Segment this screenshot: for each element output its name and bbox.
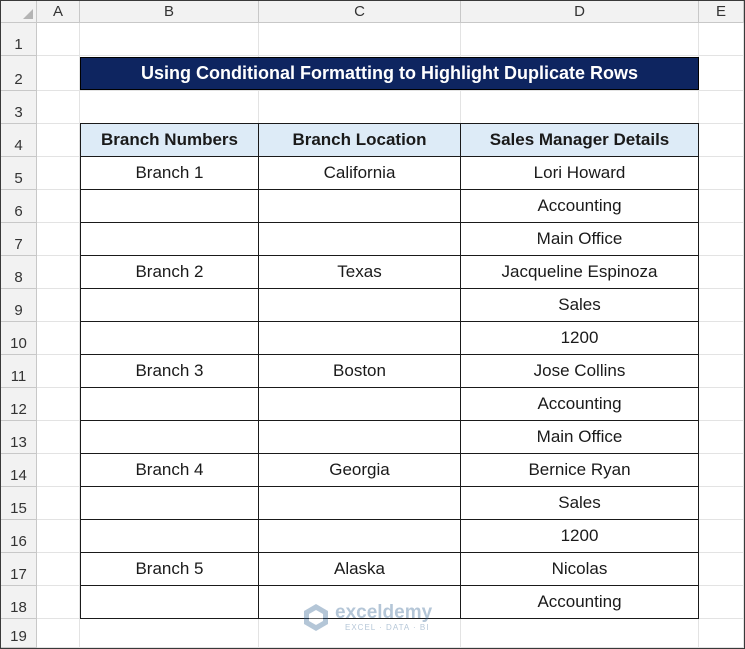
cell-e19[interactable]: [699, 619, 744, 648]
column-header-a[interactable]: A: [37, 1, 80, 23]
table-cell[interactable]: [80, 421, 259, 454]
table-cell[interactable]: [80, 190, 259, 223]
cell-c1[interactable]: [259, 23, 461, 56]
cell-a16[interactable]: [37, 520, 80, 553]
cell-a3[interactable]: [37, 91, 80, 124]
table-cell[interactable]: [259, 223, 461, 256]
select-all-corner[interactable]: [1, 1, 37, 23]
row-header-1[interactable]: 1: [1, 23, 37, 56]
table-cell[interactable]: Sales: [461, 289, 699, 322]
cell-a5[interactable]: [37, 157, 80, 190]
row-header-17[interactable]: 17: [1, 553, 37, 586]
cell-e3[interactable]: [699, 91, 744, 124]
cell-e15[interactable]: [699, 487, 744, 520]
row-header-7[interactable]: 7: [1, 223, 37, 256]
cell-e1[interactable]: [699, 23, 744, 56]
cell-d19[interactable]: [461, 619, 699, 648]
table-cell[interactable]: Main Office: [461, 421, 699, 454]
column-header-c[interactable]: C: [259, 1, 461, 23]
cell-e7[interactable]: [699, 223, 744, 256]
row-header-5[interactable]: 5: [1, 157, 37, 190]
cell-a6[interactable]: [37, 190, 80, 223]
table-cell[interactable]: Jacqueline Espinoza: [461, 256, 699, 289]
table-cell[interactable]: [259, 289, 461, 322]
cell-d1[interactable]: [461, 23, 699, 56]
row-header-11[interactable]: 11: [1, 355, 37, 388]
cell-e11[interactable]: [699, 355, 744, 388]
cell-c19[interactable]: [259, 619, 461, 648]
cell-a11[interactable]: [37, 355, 80, 388]
table-cell[interactable]: 1200: [461, 322, 699, 355]
cell-e13[interactable]: [699, 421, 744, 454]
row-header-6[interactable]: 6: [1, 190, 37, 223]
table-cell[interactable]: [80, 322, 259, 355]
row-header-8[interactable]: 8: [1, 256, 37, 289]
cell-a8[interactable]: [37, 256, 80, 289]
watermark-name: exceldemy: [335, 602, 433, 623]
row-header-19[interactable]: 19: [1, 619, 37, 648]
cell-a13[interactable]: [37, 421, 80, 454]
cell-a12[interactable]: [37, 388, 80, 421]
cell-a7[interactable]: [37, 223, 80, 256]
table-cell[interactable]: [259, 190, 461, 223]
table-cell[interactable]: Branch 4: [80, 454, 259, 487]
table-cell[interactable]: Nicolas: [461, 553, 699, 586]
cell-b19[interactable]: [80, 619, 259, 648]
table-cell[interactable]: Branch 5: [80, 553, 259, 586]
table-cell[interactable]: Sales: [461, 487, 699, 520]
cell-c3[interactable]: [259, 91, 461, 124]
cell-e8[interactable]: [699, 256, 744, 289]
column-header-e[interactable]: E: [699, 1, 744, 23]
table-cell[interactable]: [80, 520, 259, 553]
row-header-9[interactable]: 9: [1, 289, 37, 322]
cell-a18[interactable]: [37, 586, 80, 619]
table-cell[interactable]: Bernice Ryan: [461, 454, 699, 487]
cell-b1[interactable]: [80, 23, 259, 56]
cell-a14[interactable]: [37, 454, 80, 487]
table-cell[interactable]: Branch 2: [80, 256, 259, 289]
row-header-2[interactable]: 2: [1, 56, 37, 91]
cell-e10[interactable]: [699, 322, 744, 355]
cell-e9[interactable]: [699, 289, 744, 322]
cell-e12[interactable]: [699, 388, 744, 421]
cell-e6[interactable]: [699, 190, 744, 223]
table-cell[interactable]: [80, 586, 259, 619]
cell-a17[interactable]: [37, 553, 80, 586]
table-header-cell[interactable]: Branch Numbers: [80, 123, 259, 157]
row-header-14[interactable]: 14: [1, 454, 37, 487]
table-cell[interactable]: [80, 289, 259, 322]
row-header-12[interactable]: 12: [1, 388, 37, 421]
table-cell[interactable]: 1200: [461, 520, 699, 553]
cell-e5[interactable]: [699, 157, 744, 190]
cell-d3[interactable]: [461, 91, 699, 124]
column-header-b[interactable]: B: [80, 1, 259, 23]
cell-e14[interactable]: [699, 454, 744, 487]
table-cell[interactable]: Lori Howard: [461, 157, 699, 190]
table-cell[interactable]: [80, 487, 259, 520]
table-cell[interactable]: [259, 520, 461, 553]
cell-a1[interactable]: [37, 23, 80, 56]
cell-a15[interactable]: [37, 487, 80, 520]
table-cell[interactable]: Jose Collins: [461, 355, 699, 388]
cell-a2[interactable]: [37, 56, 80, 91]
row-header-3[interactable]: 3: [1, 91, 37, 124]
row-header-16[interactable]: 16: [1, 520, 37, 553]
row-header-18[interactable]: 18: [1, 586, 37, 619]
table-cell[interactable]: Branch 1: [80, 157, 259, 190]
table-cell[interactable]: [259, 487, 461, 520]
cell-e2[interactable]: [699, 56, 744, 91]
cell-e4[interactable]: [699, 124, 744, 157]
table-cell[interactable]: [259, 421, 461, 454]
table-header-cell[interactable]: Sales Manager Details: [461, 123, 699, 157]
table-cell[interactable]: [259, 322, 461, 355]
cell-e17[interactable]: [699, 553, 744, 586]
cell-a4[interactable]: [37, 124, 80, 157]
row-header-15[interactable]: 15: [1, 487, 37, 520]
table-cell[interactable]: Accounting: [461, 190, 699, 223]
cell-a19[interactable]: [37, 619, 80, 648]
sheet-title-text: Using Conditional Formatting to Highlight Duplicate Rows: [141, 63, 638, 83]
cell-e16[interactable]: [699, 520, 744, 553]
table-cell[interactable]: California: [259, 157, 461, 190]
table-cell[interactable]: [80, 223, 259, 256]
watermark-tagline: EXCEL · DATA · BI: [345, 623, 430, 632]
row-header-4[interactable]: 4: [1, 124, 37, 157]
cell-b3[interactable]: [80, 91, 259, 124]
cell-a10[interactable]: [37, 322, 80, 355]
table-cell[interactable]: Georgia: [259, 454, 461, 487]
row-header-13[interactable]: 13: [1, 421, 37, 454]
table-cell[interactable]: Texas: [259, 256, 461, 289]
table-cell[interactable]: [80, 388, 259, 421]
sheet-title[interactable]: [80, 57, 699, 90]
table-cell[interactable]: [259, 388, 461, 421]
table-cell[interactable]: Accounting: [461, 388, 699, 421]
row-header-10[interactable]: 10: [1, 322, 37, 355]
table-header-cell[interactable]: Branch Location: [259, 123, 461, 157]
table-cell[interactable]: Accounting: [461, 586, 699, 619]
table-cell[interactable]: Main Office: [461, 223, 699, 256]
column-header-d[interactable]: D: [461, 1, 699, 23]
table-cell[interactable]: Alaska: [259, 553, 461, 586]
table-cell[interactable]: [259, 586, 461, 619]
cell-e18[interactable]: [699, 586, 744, 619]
cell-a9[interactable]: [37, 289, 80, 322]
table-cell[interactable]: Boston: [259, 355, 461, 388]
table-cell[interactable]: Branch 3: [80, 355, 259, 388]
